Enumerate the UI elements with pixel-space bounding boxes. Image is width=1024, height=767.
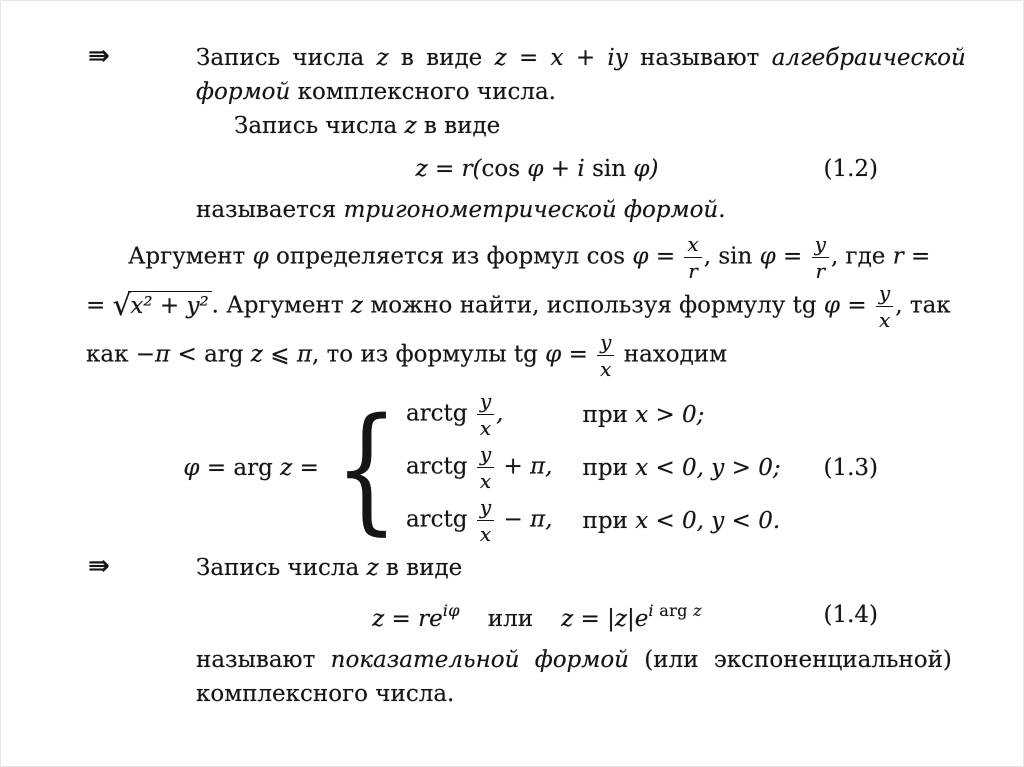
superscript xyxy=(443,601,460,620)
paragraph-argument xyxy=(86,232,951,548)
text-run: комплексного числа. xyxy=(196,680,455,707)
math-run: φ = xyxy=(816,292,874,319)
case-row-expression xyxy=(406,443,553,492)
fraction-numerator: y xyxy=(812,233,829,258)
text-run: определяется из формул xyxy=(268,243,587,270)
implies-arrow-icon: ⇛ xyxy=(88,41,110,71)
text-run: , то из формулы xyxy=(311,341,514,368)
text-run: , xyxy=(703,243,719,270)
equation-lhs xyxy=(183,448,318,488)
math-run: = xyxy=(86,292,113,319)
math-run: −π < xyxy=(135,341,205,368)
function-name: arg xyxy=(233,454,273,481)
function-name: arctg xyxy=(405,453,475,480)
text-line xyxy=(196,109,878,143)
math-run: x < 0, y < 0. xyxy=(635,507,781,534)
case-row-condition xyxy=(582,393,780,437)
math-run: z = |z|e xyxy=(561,605,649,632)
text-line xyxy=(86,281,951,332)
math-run: z xyxy=(404,113,417,139)
text-run: при xyxy=(582,401,636,428)
text-run: называют xyxy=(196,646,331,673)
fraction xyxy=(477,390,494,439)
function-name: sin xyxy=(592,156,627,182)
fraction-numerator: y xyxy=(477,443,494,468)
fraction-numerator: y xyxy=(876,282,893,307)
text-line xyxy=(86,232,931,283)
italic-phrase: тригонометрической формой xyxy=(343,197,719,223)
superscript xyxy=(648,601,702,620)
fraction xyxy=(477,443,494,492)
text-run: находим xyxy=(616,341,728,368)
fraction-numerator: x xyxy=(684,233,701,258)
fraction-denominator: x xyxy=(479,522,492,546)
math-run: φ = xyxy=(537,341,596,368)
equation-1-2 xyxy=(196,149,878,189)
text-run: Запись числа xyxy=(196,555,367,581)
fraction-denominator: r xyxy=(815,259,826,283)
text-run: при xyxy=(582,507,636,534)
fraction xyxy=(477,496,494,545)
equation-number: (1.2) xyxy=(823,156,878,182)
math-run: z = r( xyxy=(415,156,482,182)
fraction xyxy=(812,233,829,282)
square-root xyxy=(113,282,212,329)
function-name: tg xyxy=(792,292,817,319)
function-name: arctg xyxy=(405,400,475,427)
text-run: (или экспоненциальной) xyxy=(629,646,952,673)
text-run: , так xyxy=(895,292,951,319)
equation-1-4 xyxy=(196,591,878,639)
cases-brace: { xyxy=(334,387,399,548)
math-run: φ + i xyxy=(520,156,593,182)
math-run: r xyxy=(892,243,904,270)
fraction-denominator: x xyxy=(600,357,612,381)
equation-1-3 xyxy=(86,387,878,548)
equation-number: (1.3) xyxy=(823,454,878,481)
math-run: φ xyxy=(252,243,269,270)
text-run: в виде xyxy=(416,113,501,139)
math-run: φ) xyxy=(626,156,659,182)
text-run: . xyxy=(718,197,726,223)
function-name: cos xyxy=(481,156,521,182)
text-run: или xyxy=(487,605,534,632)
cases-construct xyxy=(183,387,781,548)
case-row-expression xyxy=(406,390,553,439)
fraction-denominator: x xyxy=(479,416,492,440)
math-run: φ = xyxy=(752,243,810,270)
math-run: z = x + iy xyxy=(494,45,628,71)
fraction xyxy=(684,233,701,282)
text-run: в виде xyxy=(378,555,463,581)
math-run: i xyxy=(648,601,660,620)
math-run: x < 0, y > 0; xyxy=(635,454,781,481)
math-run: φ = xyxy=(625,243,683,270)
math-run: z ⩽ π xyxy=(243,341,312,368)
block3-text xyxy=(196,551,952,711)
function-name: arctg xyxy=(405,506,475,533)
function-name: tg xyxy=(513,341,538,368)
math-run: + π, xyxy=(496,453,553,480)
text-line xyxy=(196,193,878,227)
bullet-block-2 xyxy=(86,551,952,711)
math-run: , xyxy=(496,400,504,427)
fraction-denominator: r xyxy=(688,259,698,283)
text-line xyxy=(86,331,878,380)
text-run: Запись числа xyxy=(234,113,405,139)
italic-phrase: формой xyxy=(196,79,291,105)
block1-text xyxy=(196,41,966,227)
radical-sign: √ xyxy=(112,288,132,323)
fraction-numerator: y xyxy=(597,331,614,356)
fraction-denominator: x xyxy=(878,308,891,332)
italic-phrase: показательной формой xyxy=(330,646,629,673)
italic-phrase: алгебраической xyxy=(771,45,966,71)
math-run: z xyxy=(350,292,364,319)
text-run: можно найти, используя формулу xyxy=(363,292,793,319)
math-run: z xyxy=(272,454,293,481)
text-run: комплексного числа. xyxy=(290,79,556,105)
math-run: − π, xyxy=(496,506,553,533)
text-line xyxy=(196,643,952,677)
text-run: называют xyxy=(627,45,772,71)
radicand: x² + y² xyxy=(128,291,211,319)
text-run: Запись числа xyxy=(196,45,377,71)
text-line xyxy=(196,677,878,711)
text-run: . Аргумент xyxy=(211,292,351,319)
math-run: φ = xyxy=(183,454,234,481)
fraction-denominator: x xyxy=(479,469,492,493)
function-name: arg xyxy=(659,601,694,620)
text-line xyxy=(196,41,966,75)
function-name: arg xyxy=(204,341,244,368)
text-run: , где xyxy=(830,243,893,270)
text-line xyxy=(196,551,878,585)
text-run: при xyxy=(582,454,636,481)
fraction-numerator: y xyxy=(477,496,494,521)
math-run: z = re xyxy=(372,605,443,632)
math-run: z xyxy=(693,601,702,620)
equation-number: (1.4) xyxy=(823,601,878,628)
bullet-block-1 xyxy=(86,41,966,227)
case-row-expression xyxy=(406,496,553,545)
math-run: z xyxy=(376,45,389,71)
math-run: x > 0; xyxy=(635,401,705,428)
implies-arrow-icon: ⇛ xyxy=(88,551,110,581)
function-name: sin xyxy=(718,243,753,270)
fraction-numerator: y xyxy=(477,390,494,415)
math-run: iφ xyxy=(442,601,460,620)
text-line xyxy=(196,75,878,109)
case-row-condition xyxy=(582,499,780,543)
math-run: z xyxy=(366,555,379,581)
text-run: как xyxy=(86,341,136,368)
function-name: cos xyxy=(586,243,626,270)
page-content xyxy=(86,41,966,711)
math-run: = xyxy=(292,454,319,481)
text-run: называется xyxy=(196,197,344,223)
fraction xyxy=(597,331,614,380)
text-run: = xyxy=(903,243,931,270)
text-run: в виде xyxy=(388,45,495,71)
text-run: Аргумент xyxy=(128,243,253,270)
case-row-condition xyxy=(582,446,780,490)
fraction xyxy=(876,282,893,331)
cases-rows xyxy=(406,390,781,545)
